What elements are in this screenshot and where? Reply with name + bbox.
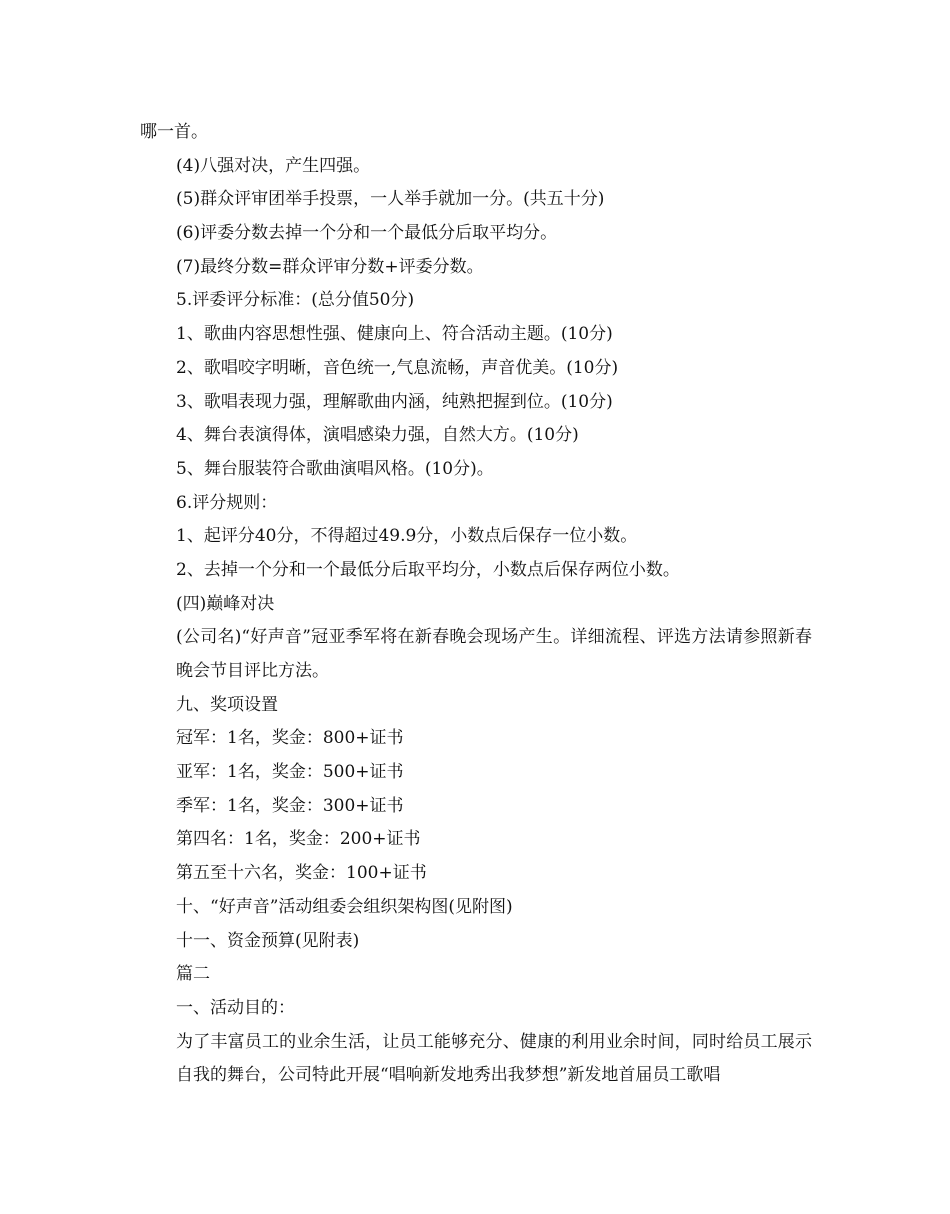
paragraph-line: 2、歌唱咬字明晰，音色统一,气息流畅，声音优美。(10分) [176,357,619,378]
section-heading: (四)巅峰对决 [176,593,275,614]
section-heading: 十、“好声音”活动组委会组织架构图(见附图) [176,896,513,917]
paragraph-line: 4、舞台表演得体，演唱感染力强，自然大方。(10分) [176,425,579,446]
paragraph-line: (4)八强对决，产生四强。 [176,155,371,176]
prize-item: 亚军：1名，奖金：500+证书 [176,762,404,783]
paragraph-line: 哪一首。 [140,122,208,142]
section-heading: 十一、资金预算(见附表) [176,930,360,951]
prize-item: 第五至十六名，奖金：100+证书 [176,863,427,884]
document-body [140,116,812,1093]
paragraph: (公司名)“好声音”冠亚季军将在新春晚会现场产生。详细流程、评选方法请参照新春晚会节目评比方法。 [176,627,812,682]
paragraph-line: (7)最终分数=群众评审分数+评委分数。 [176,256,484,277]
section-heading: 6.评分规则： [176,492,278,513]
section-heading: 5.评委评分标准：(总分值50分) [176,290,415,311]
paragraph-line: (6)评委分数去掉一个分和一个最低分后取平均分。 [176,223,558,244]
prize-item: 冠军：1名，奖金：800+证书 [176,728,404,749]
section-heading: 一、活动目的： [176,997,295,1018]
prize-item: 第四名：1名，奖金：200+证书 [176,829,421,850]
section-heading: 九、奖项设置 [176,694,278,715]
paragraph-line: 5、舞台服装符合歌曲演唱风格。(10分)。 [176,458,494,479]
section-heading: 篇二 [176,964,210,985]
prize-item: 季军：1名，奖金：300+证书 [176,795,404,816]
paragraph-line: 1、起评分40分，不得超过49.9分，小数点后保存一位小数。 [176,526,638,547]
paragraph-line: 2、去掉一个分和一个最低分后取平均分，小数点后保存两位小数。 [176,559,680,580]
paragraph: 为了丰富员工的业余生活，让员工能够充分、健康的利用业余时间，同时给员工展示自我的舞台，公司特此开展“唱响新发地秀出我梦想”新发地首届员工歌唱 [176,1031,812,1086]
paragraph-line: 3、歌唱表现力强，理解歌曲内涵，纯熟把握到位。(10分) [176,391,613,412]
paragraph-line: 1、歌曲内容思想性强、健康向上、符合活动主题。(10分) [176,324,613,345]
paragraph-line: (5)群众评审团举手投票，一人举手就加一分。(共五十分) [176,189,605,210]
